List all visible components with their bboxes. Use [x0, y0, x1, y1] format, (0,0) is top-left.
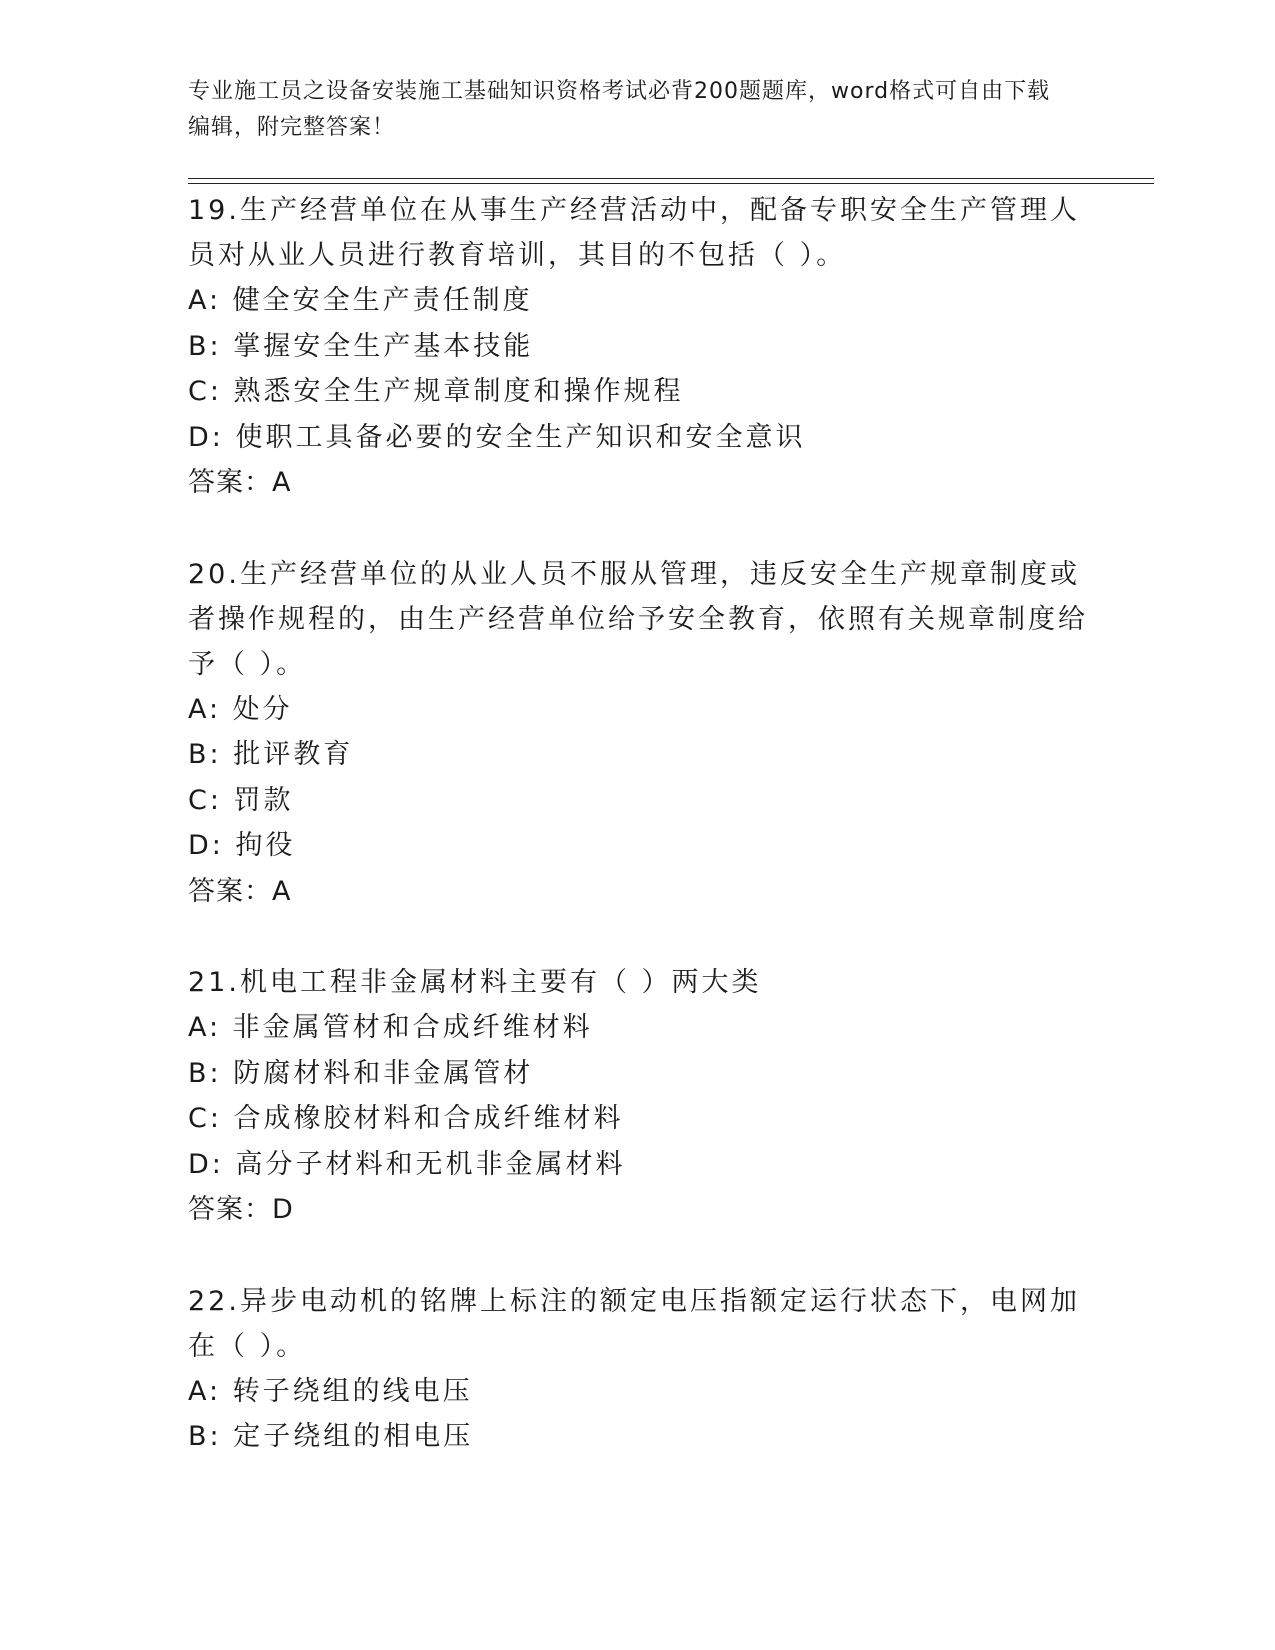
question-text: 19.生产经营单位在从事生产经营活动中，配备专职安全生产管理人员对从业人员进行教育培训，其目的不包括（ ）。 — [188, 195, 1080, 271]
answer: 答案：A — [188, 875, 292, 907]
question-22 — [188, 1279, 1088, 1460]
question-20 — [188, 552, 1088, 915]
option-a: A: 处分 — [188, 693, 293, 725]
option-b: B: 批评教育 — [188, 739, 354, 770]
question-21 — [188, 960, 1088, 1233]
option-b: B: 防腐材料和非金属管材 — [188, 1057, 534, 1089]
header-divider-bottom — [188, 183, 1154, 184]
question-text: 22.异步电动机的铭牌上标注的额定电压指额定运行状态下，电网加在（ ）。 — [188, 1285, 1080, 1362]
option-c: C: 罚款 — [188, 784, 294, 816]
header-divider-top — [188, 178, 1154, 179]
question-list — [188, 188, 1088, 1506]
option-a: A: 转子绕组的线电压 — [188, 1375, 473, 1407]
question-text: 20.生产经营单位的从业人员不服从管理，违反安全生产规章制度或者操作规程的，由生产经营单位给予安全教育，依照有关规章制度给予（ ）。 — [188, 558, 1088, 680]
question-text: 21.机电工程非金属材料主要有（ ）两大类 — [188, 967, 762, 998]
option-a: A: 非金属管材和合成纤维材料 — [188, 1012, 593, 1043]
option-b: B: 掌握安全生产基本技能 — [188, 330, 534, 362]
option-b: B: 定子绕组的相电压 — [188, 1421, 474, 1452]
option-c: C: 熟悉安全生产规章制度和操作规程 — [188, 376, 684, 407]
option-c: C: 合成橡胶材料和合成纤维材料 — [188, 1103, 624, 1134]
question-19 — [188, 188, 1088, 506]
option-a: A: 健全安全生产责任制度 — [188, 285, 533, 316]
option-d: D: 使职工具备必要的安全生产知识和安全意识 — [188, 421, 806, 453]
option-d: D: 高分子材料和无机非金属材料 — [188, 1148, 626, 1180]
option-d: D: 拘役 — [188, 830, 296, 861]
answer: 答案：D — [188, 1194, 294, 1225]
answer: 答案：A — [188, 467, 292, 498]
document-header: 专业施工员之设备安装施工基础知识资格考试必背200题题库，word格式可自由下载编辑，附完整答案！ — [188, 79, 1051, 140]
